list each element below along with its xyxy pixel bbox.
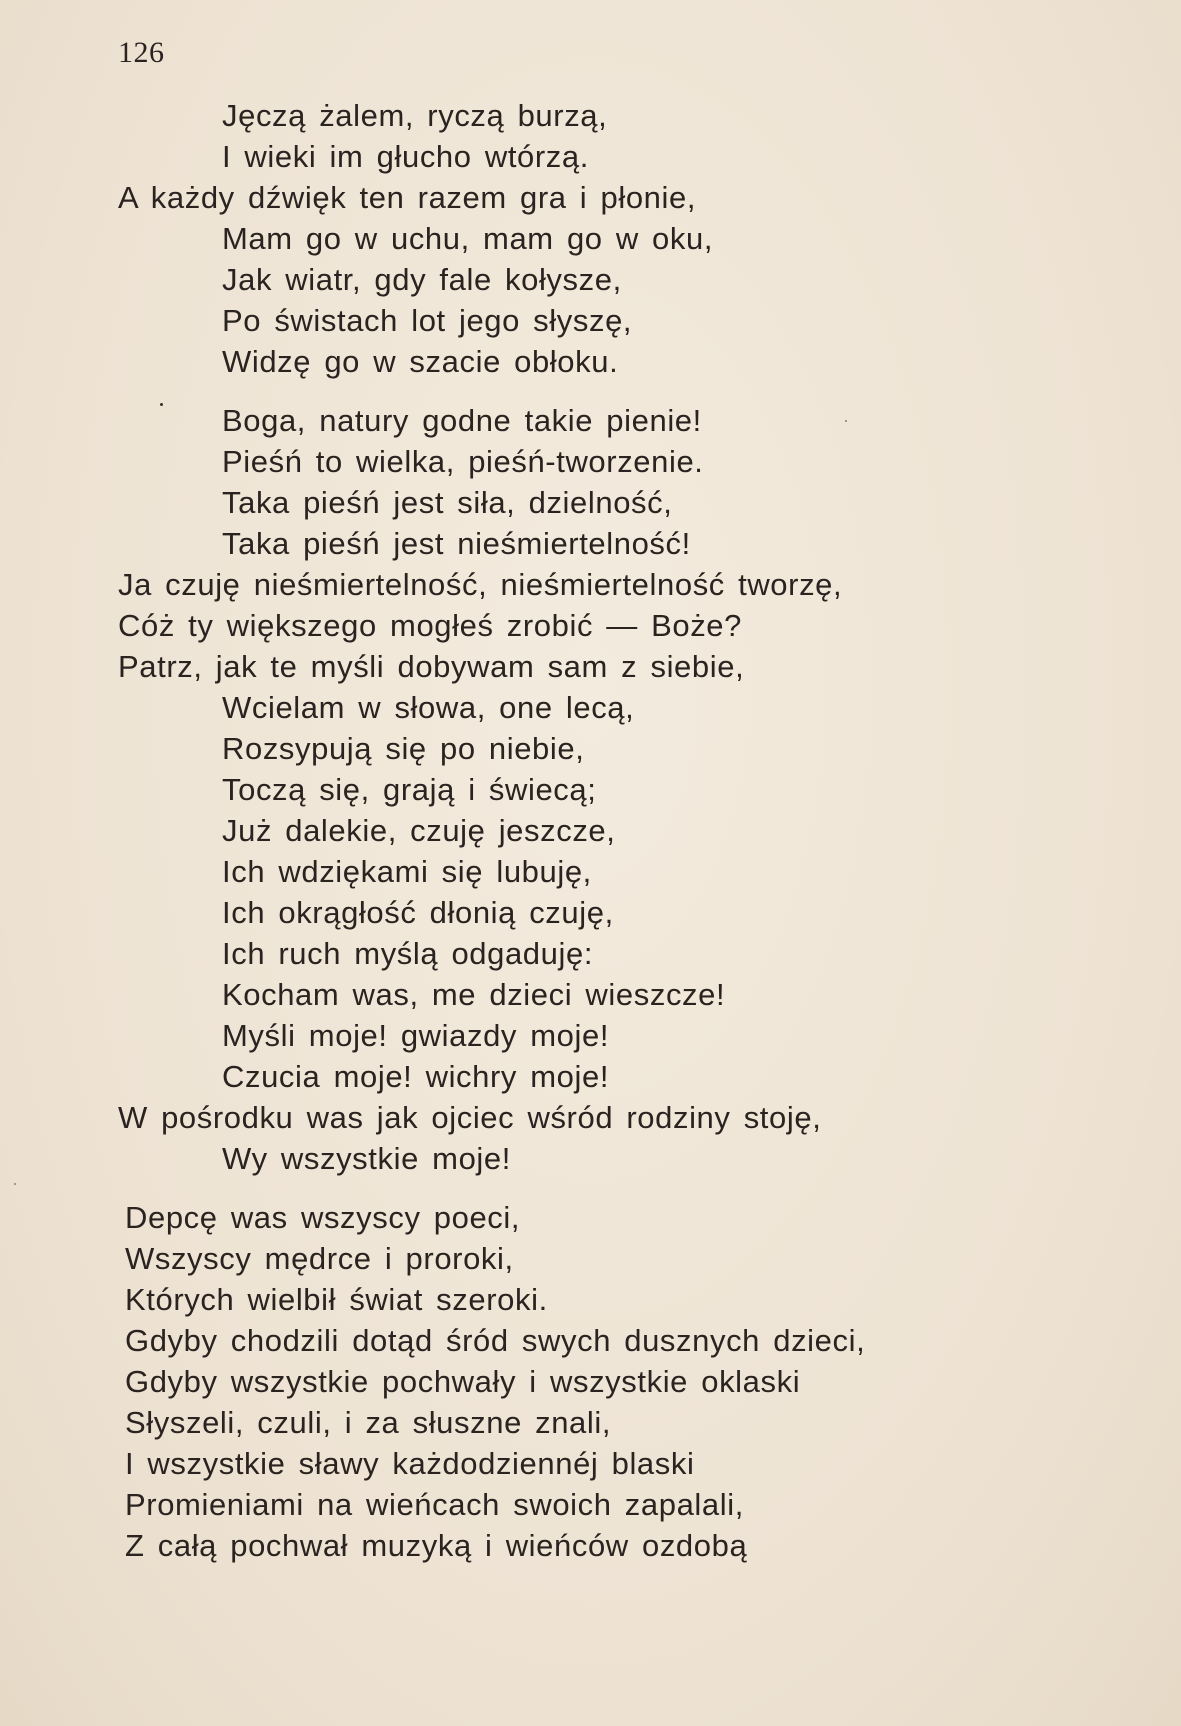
verse-line: Jęczą żalem, ryczą burzą, xyxy=(222,98,608,133)
verse-line: Gdyby chodzili dotąd śród swych dusznych dzieci, xyxy=(125,1323,866,1358)
verse-line: Depcę was wszyscy poeci, xyxy=(125,1200,521,1235)
verse-line: Pieśń to wielka, pieśń-tworzenie. xyxy=(222,444,704,479)
verse-line: I wszystkie sławy każdodziennéj blaski xyxy=(125,1446,695,1481)
verse-line: Toczą się, grają i świecą; xyxy=(222,772,597,807)
verse-line: Czucia moje! wichry moje! xyxy=(222,1059,610,1094)
verse-line: Słyszeli, czuli, i za słuszne znali, xyxy=(125,1405,612,1440)
verse-line: Wszyscy mędrce i proroki, xyxy=(125,1241,514,1276)
verse-line: Z całą pochwał muzyką i wieńców ozdobą xyxy=(125,1528,748,1563)
print-speck xyxy=(160,403,163,406)
verse-line: Wcielam w słowa, one lecą, xyxy=(222,690,635,725)
verse-line: Patrz, jak te myśli dobywam sam z siebie, xyxy=(118,649,745,684)
verse-line: Jak wiatr, gdy fale kołysze, xyxy=(222,262,622,297)
verse-line: Gdyby wszystkie pochwały i wszystkie oklaski xyxy=(125,1364,801,1399)
page-number: 126 xyxy=(118,36,165,69)
verse-line: Wy wszystkie moje! xyxy=(222,1141,511,1176)
verse-line: W pośrodku was jak ojciec wśród rodziny stoję, xyxy=(118,1100,822,1135)
print-speck xyxy=(14,1183,16,1185)
verse-line: Których wielbił świat szeroki. xyxy=(125,1282,548,1317)
verse-line: I wieki im głucho wtórzą. xyxy=(222,139,589,174)
verse-line: A każdy dźwięk ten razem gra i płonie, xyxy=(118,180,697,215)
verse-line: Mam go w uchu, mam go w oku, xyxy=(222,221,714,256)
verse-line: Ich okrągłość dłonią czuję, xyxy=(222,895,614,930)
verse-line: Boga, natury godne takie pienie! xyxy=(222,403,702,438)
verse-line: Myśli moje! gwiazdy moje! xyxy=(222,1018,610,1053)
verse-line: Już dalekie, czuję jeszcze, xyxy=(222,813,616,848)
print-speck xyxy=(845,420,847,422)
verse-line: Ich ruch myślą odgaduję: xyxy=(222,936,594,971)
verse-line: Taka pieśń jest nieśmiertelność! xyxy=(222,526,691,561)
verse-line: Ja czuję nieśmiertelność, nieśmiertelność tworzę, xyxy=(118,567,843,602)
verse-line: Cóż ty większego mogłeś zrobić — Boże? xyxy=(118,608,742,643)
verse-line: Promieniami na wieńcach swoich zapalali, xyxy=(125,1487,744,1522)
verse-line: Ich wdziękami się lubuję, xyxy=(222,854,592,889)
verse-line: Kocham was, me dzieci wieszcze! xyxy=(222,977,726,1012)
verse-line: Widzę go w szacie obłoku. xyxy=(222,344,619,379)
verse-line: Taka pieśń jest siła, dzielność, xyxy=(222,485,673,520)
verse-line: Rozsypują się po niebie, xyxy=(222,731,585,766)
verse-line: Po świstach lot jego słyszę, xyxy=(222,303,633,338)
